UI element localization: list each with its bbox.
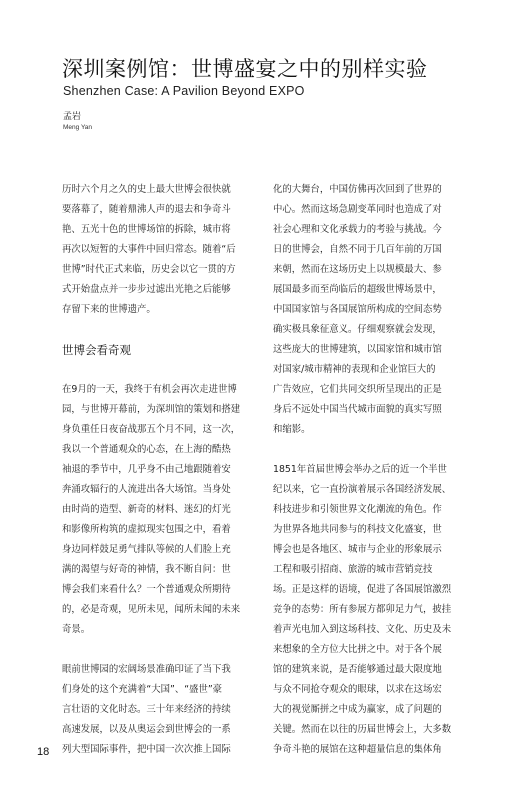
text-line: 奇景。: [62, 624, 91, 635]
text-line: 馆的建筑来说，是否能够通过最大限度地: [273, 664, 442, 675]
text-line: 身负重任日夜奋战那五个月不同，这一次，: [62, 424, 241, 435]
text-line: 艳、五光十色的世博场馆的拆除，城市将: [62, 224, 231, 235]
page-number: 18: [37, 746, 50, 758]
paragraph-spacer: [62, 320, 263, 340]
text-line: 历时六个月之久的史上最大世博会很快就: [62, 184, 231, 195]
text-line: 化的大舞台，中国仿佛再次回到了世界的: [273, 184, 442, 195]
text-line: 要落幕了，随着鼎沸人声的退去和争奇斗: [62, 204, 231, 215]
text-line: 由时尚的造型、新奇的材料、迷幻的灯光: [62, 504, 231, 515]
text-line: 袖退的季节中，几乎身不由己地跟随着安: [62, 464, 231, 475]
right-paragraph-2: [273, 460, 474, 760]
text-line: 言壮语的文化时态。三十年来经济的持续: [62, 704, 231, 715]
text-line: 和影像所构筑的虚拟现实包围之中，看着: [62, 524, 231, 535]
article-title: 深圳案例馆：世博盛宴之中的别样实验: [62, 57, 428, 81]
text-line: 博会也是各地区、城市与企业的形象展示: [273, 544, 442, 555]
text-line: 关键。然而在以往的历届世博会上，大多数: [273, 724, 452, 735]
right-text-column: [273, 180, 474, 760]
left-paragraph-2: [62, 380, 263, 640]
text-line: 来朝，然而在这场历史上以规模最大、参: [273, 264, 442, 275]
text-line: 纪以来，它一直扮演着展示各国经济发展、: [273, 484, 452, 495]
author-name-chinese: 孟岩: [63, 112, 82, 122]
text-line: 工程和吸引招商、旅游的城市营销竞技: [273, 564, 433, 575]
text-line: 着声光电加入到这场科技、文化、历史及未: [273, 624, 452, 635]
text-line: 竞争的态势：所有参展方都卯足力气，披挂: [273, 604, 452, 615]
text-line: 大的视觉厮拼之中成为赢家，成了问题的: [273, 704, 442, 715]
text-line: 为世界各地共同参与的科技文化盛宴，世: [273, 524, 442, 535]
text-line: 这些庞大的世博建筑，以国家馆和城市馆: [273, 344, 442, 355]
text-line: 在9月的一天，我终于有机会再次走进世博: [62, 384, 237, 395]
author-name-english: Meng Yan: [63, 124, 93, 131]
text-line: 高速发展，以及从奥运会到世博会的一系: [62, 724, 231, 735]
text-line: 中国国家馆与各国展馆所构成的空间态势: [273, 304, 442, 315]
text-line: 满的渴望与好奇的神情，我不断自问：世: [62, 564, 231, 575]
text-line: 广告效应，它们共同交织所呈现出的正是: [273, 384, 442, 395]
text-line: 中心。然而这场急剧变革同时也造成了对: [273, 204, 442, 215]
text-line: 确实极具象征意义。仔细观察就会发现，: [273, 324, 442, 335]
text-line: 存留下来的世博遗产。: [62, 304, 156, 315]
text-line: 1851年首届世博会举办之后的近一个半世: [273, 464, 447, 475]
text-line: 再次以短暂的大事件中回归常态。随着“后: [62, 244, 236, 255]
text-line: 博会我们来看什么？一个普通观众所期待: [62, 584, 231, 595]
paragraph-spacer: [62, 640, 263, 660]
paragraph-spacer: [273, 440, 474, 460]
text-line: 们身处的这个充满着“大国”、“盛世”豪: [62, 684, 223, 695]
paragraph-spacer: [62, 360, 263, 380]
right-paragraph-1: [273, 180, 474, 440]
text-line: 我以一个普通观众的心态，在上海的酷热: [62, 444, 231, 455]
section-heading: 世博会看奇观: [62, 343, 131, 357]
left-paragraph-3: [62, 660, 263, 760]
text-line: 社会心理和文化承载力的考验与挑战。今: [273, 224, 442, 235]
text-line: 世博”时代正式来临，历史会以它一贯的方: [62, 264, 236, 275]
left-paragraph-1: [62, 180, 263, 320]
text-line: 展国最多而至尚临后的超级世博场景中，: [273, 284, 442, 295]
text-line: 身边同样鼓足勇气排队等候的人们脸上充: [62, 544, 231, 555]
text-line: 日的世博会，自然不同于几百年前的万国: [273, 244, 442, 255]
text-line: 来想象的全方位大比拼之中。对于各个展: [273, 644, 442, 655]
text-line: 眼前世博园的宏阔场景准确印证了当下我: [62, 664, 231, 675]
text-line: 科技进步和引领世界文化潮流的角色。作: [273, 504, 442, 515]
left-text-column: [62, 180, 263, 760]
text-line: 列大型国际事件，把中国一次次推上国际: [62, 744, 231, 755]
text-line: 与众不同抢夺观众的眼球，以求在这场宏: [273, 684, 442, 695]
text-line: 对国家/城市精神的表现和企业馆巨大的: [273, 364, 436, 375]
text-line: 身后不远处中国当代城市面貌的真实写照: [273, 404, 442, 415]
text-line: 场。正是这样的语境，促进了各国展馆激烈: [273, 584, 452, 595]
text-line: 争奇斗艳的展馆在这种超量信息的集体角: [273, 744, 442, 755]
text-line: 的，必是奇观，见所未见，闻所未闻的未来: [62, 604, 241, 615]
article-subtitle: Shenzhen Case: A Pavilion Beyond EXPO: [63, 84, 305, 98]
text-line: 奔涌攻辐行的人流进出各大场馆。当身处: [62, 484, 231, 495]
text-line: 式开始盘点并一步步过滤出光艳之后能够: [62, 284, 231, 295]
text-line: 园，与世博开幕前，为深圳馆的策划和搭建: [62, 404, 241, 415]
text-line: 和缩影。: [273, 424, 311, 435]
